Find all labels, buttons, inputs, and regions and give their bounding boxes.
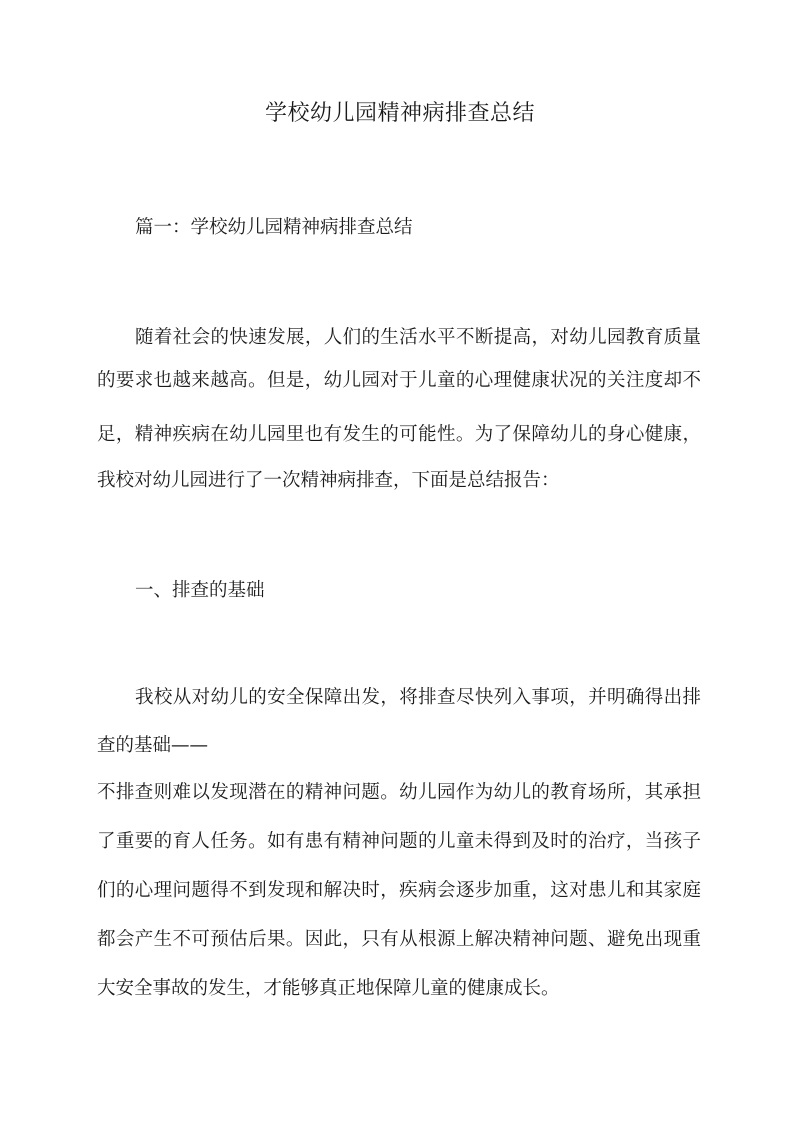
body-line-5: 们的心理问题得不到发现和解决时，疾病会逐步加重，这对患儿和其家庭 [97, 880, 701, 901]
intro-line-2: 的要求也越来越高。但是，幼儿园对于儿童的心理健康状况的关注度却不 [97, 370, 701, 391]
section-heading: 篇一：学校幼儿园精神病排查总结 [135, 217, 413, 238]
body-line-7: 大安全事故的发生，才能够真正地保障儿童的健康成长。 [97, 978, 560, 999]
body-line-2: 查的基础—— [97, 735, 209, 756]
body-line-1: 我校从对幼儿的安全保障出发，将排查尽快列入事项，并明确得出排 [135, 687, 701, 708]
document-title: 学校幼儿园精神病排查总结 [264, 101, 535, 126]
body-line-6: 都会产生不可预估后果。因此，只有从根源上解决精神问题、避免出现重 [97, 929, 701, 950]
intro-line-3: 足，精神疾病在幼儿园里也有发生的可能性。为了保障幼儿的身心健康， [97, 424, 701, 445]
body-line-4: 了重要的育人任务。如有患有精神问题的儿童未得到及时的治疗，当孩子 [97, 831, 701, 852]
subheading-investigation-basis: 一、排查的基础 [135, 580, 265, 601]
body-line-3: 不排查则难以发现潜在的精神问题。幼儿园作为幼儿的教育场所，其承担 [97, 782, 701, 803]
intro-line-4: 我校对幼儿园进行了一次精神病排查，下面是总结报告： [97, 470, 560, 491]
intro-line-1: 随着社会的快速发展，人们的生活水平不断提高，对幼儿园教育质量 [135, 327, 701, 348]
